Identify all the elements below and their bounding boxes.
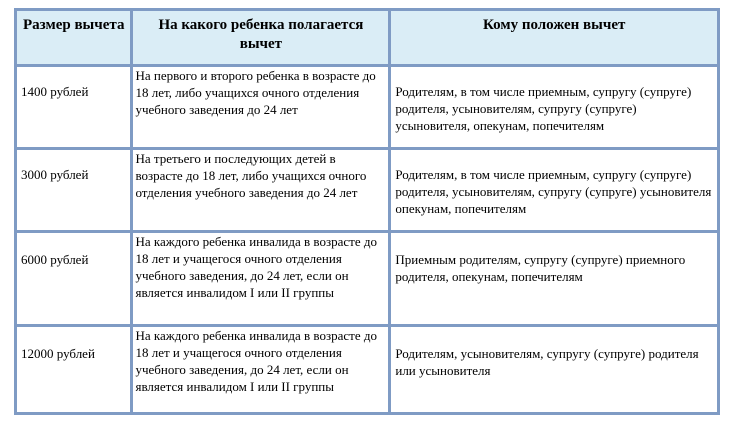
amount-cell: 6000 рублей bbox=[16, 232, 132, 326]
who-cell: Приемным родителям, супругу (супруге) приемного родителя, опекунам, попечителям bbox=[390, 232, 719, 326]
table-header bbox=[16, 10, 719, 66]
table-row bbox=[16, 326, 719, 414]
child-cell: На каждого ребенка инвалида в возрасте до 18 лет и учащегося очного отделения учебного заведения, до 24 лет, если он является инвалидом I или II группы bbox=[132, 232, 390, 326]
who-cell: Родителям, усыновителям, супругу (супруге) родителя или усыновителя bbox=[390, 326, 719, 414]
header-amount: Размер вычета bbox=[16, 10, 132, 66]
header-child: На какого ребенка полагается вычет bbox=[132, 10, 390, 66]
header-who: Кому положен вычет bbox=[390, 10, 719, 66]
amount-cell: 1400 рублей bbox=[16, 66, 132, 149]
table-row bbox=[16, 149, 719, 232]
table-row bbox=[16, 232, 719, 326]
deduction-table bbox=[14, 8, 720, 415]
child-cell: На третьего и последующих детей в возрасте до 18 лет, либо учащихся очного отделения учебного заведения до 24 лет bbox=[132, 149, 390, 232]
child-cell: На первого и второго ребенка в возрасте до 18 лет, либо учащихся очного отделения учебного заведения до 24 лет bbox=[132, 66, 390, 149]
child-cell: На каждого ребенка инвалида в возрасте до 18 лет и учащегося очного отделения учебного заведения, до 24 лет, если он является инвалидом I или II группы bbox=[132, 326, 390, 414]
who-cell: Родителям, в том числе приемным, супругу (супруге) родителя, усыновителям, супругу (супруге) усыновителя, опекунам, попечителям bbox=[390, 66, 719, 149]
header-row bbox=[16, 10, 719, 66]
amount-cell: 3000 рублей bbox=[16, 149, 132, 232]
who-cell: Родителям, в том числе приемным, супругу (супруге) родителя, усыновителям, супругу (супруге) усыновителя опекунам, попечителям bbox=[390, 149, 719, 232]
table-body bbox=[16, 66, 719, 414]
amount-cell: 12000 рублей bbox=[16, 326, 132, 414]
table-row bbox=[16, 66, 719, 149]
